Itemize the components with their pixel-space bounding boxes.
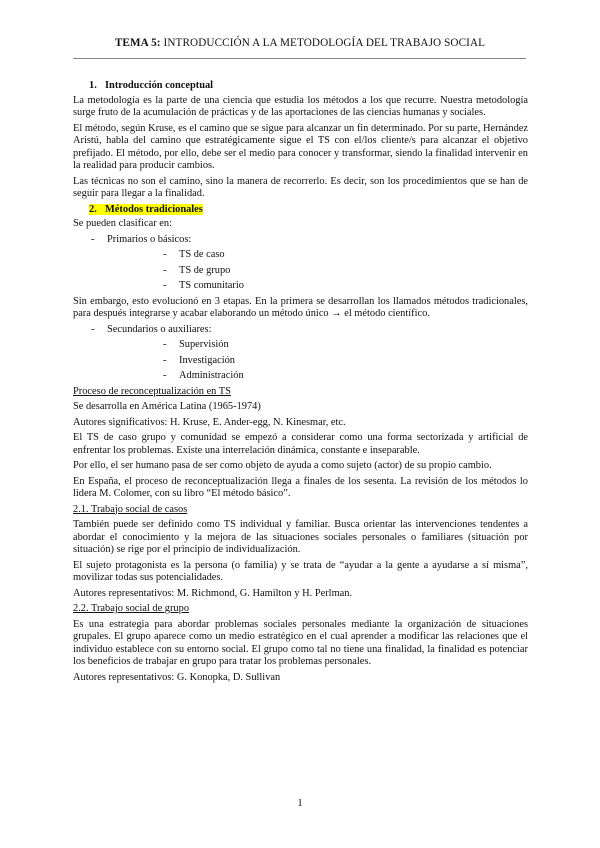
section-1-number: 1. [89,80,97,91]
paragraph: La metodología es la parte de una ciencia que estudia los métodos a los que recurre. Nuestra metodología surge fruto de la acumulación de prácticas y de las aportaciones de las ciencias humanas y sociales. [73,94,528,118]
header-prefix: TEMA 5: [114,37,161,49]
paragraph: El método, según Kruse, es el camino que se sigue para alcanzar un fin determinado. Por su parte, Hernández Aristú, habla del camino que estratégicamente sigue el TS con el/los cliente/s para alcanzar el objetivo prefijado. El método, por ello, debe ser el medio para conocer y transformar, siendo la finalidad intervenir en la realidad para producir cambios. [73,122,528,171]
highlight [89,204,203,215]
paragraph: Es una estrategia para abordar problemas sociales personales mediante la organización de situaciones grupales. El grupo aparece como un medio estratégico en el cual aprender a modificar las relaciones que el individuo establece con su entorno social. El grupo como tal no tiene una finalidad, la finalidad es potenciar los beneficios de trabajar en grupo para tratar los problemas personales. [73,618,528,667]
paragraph: También puede ser definido como TS individual y familiar. Busca orientar las intervenciones tendentes a abordar el conocimiento y la mejora de las situaciones sociales personales o familiares (situación por situación) se rige por el principio de individualización. [73,519,528,555]
list-item-label: Primarios o básicos: [107,233,192,245]
subheading-grupo: 2.2. Trabajo social de grupo [73,603,190,614]
list-item: - Administración [107,370,528,383]
paragraph: El TS de caso grupo y comunidad se empezó a considerar como una forma sectorizada y artificial de enfrentar los problemas. Existe una interrelación dinámica, constante e inseparable. [73,432,528,456]
page-header [0,37,600,49]
header-rule [73,58,526,59]
section-2-number: 2. [89,203,97,215]
list-primarios [73,234,528,293]
header-title: INTRODUCCIÓN A LA METODOLOGÍA DEL TRABAJO SOCIAL [160,37,486,49]
paragraph: Se pueden clasificar en: [73,218,172,229]
subheading-casos: 2.1. Trabajo social de casos [73,503,188,515]
section-2-title: Métodos tradicionales [105,203,203,215]
list-item: - Investigación [107,355,528,368]
list-item-label: Secundarios o auxiliares: [107,323,212,335]
paragraph: Sin embargo, esto evolucionó en 3 etapas. En la primera se desarrollan los llamados métodos tradicionales, para después integrarse y acabar elaborando un método único → el método científico. [73,295,528,319]
section-1-title: Introducción conceptual [105,80,214,91]
paragraph: Las técnicas no son el camino, sino la manera de recorrerlo. Es decir, son los procedimientos que se han de seguir para llegar a la finalidad. [73,175,528,199]
subheading-reconceptualizacion: Proceso de reconceptualización en TS [73,385,231,397]
list-item [73,234,528,293]
paragraph: El sujeto protagonista es la persona (o familia) y se trata de “ayudar a la gente a ayudarse a sí misma”, movilizar todas sus potencialidades. [73,559,528,583]
list-item [73,324,528,383]
list-item: - TS comunitario [107,280,528,293]
sublist [107,339,528,383]
paragraph: Autores significativos: H. Kruse, E. Ander-egg, N. Kinesmar, etc. [73,416,346,428]
list-item: - Supervisión [107,339,528,352]
paragraph: Autores representativos: G. Konopka, D. Sullivan [73,671,281,683]
paragraph: En España, el proceso de reconceptualización llega a finales de los sesenta. La revisión de los métodos lo lidera M. Colomer, con su libro “El método básico”. [73,475,528,499]
list-secundarios [73,324,528,383]
section-2-heading [73,204,528,217]
paragraph: Por ello, el ser humano pasa de ser como objeto de ayuda a como sujeto (actor) de su propio cambio. [73,460,492,471]
paragraph: Se desarrolla en América Latina (1965-1974) [73,401,261,412]
list-item: - TS de grupo [107,265,528,278]
section-1-heading [73,80,528,93]
document-body [73,80,528,687]
list-item: - TS de caso [107,249,528,262]
paragraph: Autores representativos: M. Richmond, G. Hamilton y H. Perlman. [73,587,353,599]
page-number: 1 [297,797,303,809]
sublist [107,249,528,293]
